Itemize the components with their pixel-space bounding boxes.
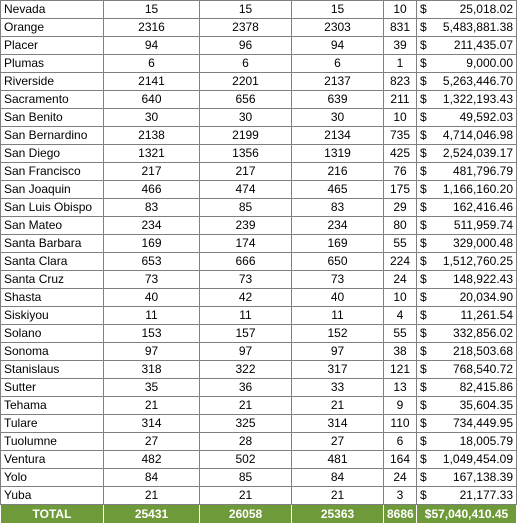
county-name-cell: Stanislaus xyxy=(1,361,104,379)
count-cell-4: 425 xyxy=(384,145,417,163)
count-cell-4: 39 xyxy=(384,37,417,55)
amount-cell xyxy=(417,91,517,109)
table-row xyxy=(1,433,517,451)
count-cell-1: 21 xyxy=(104,397,200,415)
count-cell-1: 11 xyxy=(104,307,200,325)
count-cell-4: 121 xyxy=(384,361,417,379)
amount-cell xyxy=(417,379,517,397)
count-cell-4: 80 xyxy=(384,217,417,235)
count-cell-3: 97 xyxy=(292,343,384,361)
count-cell-2: 2199 xyxy=(200,127,292,145)
count-cell-1: 94 xyxy=(104,37,200,55)
amount-cell xyxy=(417,433,517,451)
table-body xyxy=(1,1,517,524)
county-name-cell: Tuolumne xyxy=(1,433,104,451)
county-name-cell: San Bernardino xyxy=(1,127,104,145)
count-cell-1: 314 xyxy=(104,415,200,433)
count-cell-4: 24 xyxy=(384,469,417,487)
county-name-cell: Tulare xyxy=(1,415,104,433)
count-cell-1: 1321 xyxy=(104,145,200,163)
county-name-cell: Tehama xyxy=(1,397,104,415)
table-row xyxy=(1,307,517,325)
count-cell-4: 110 xyxy=(384,415,417,433)
table-row xyxy=(1,379,517,397)
dollar-sign: $ xyxy=(420,200,427,214)
count-cell-4: 831 xyxy=(384,19,417,37)
county-name-cell: San Benito xyxy=(1,109,104,127)
county-name-cell: Plumas xyxy=(1,55,104,73)
count-cell-4: 29 xyxy=(384,199,417,217)
table-row xyxy=(1,19,517,37)
amount-value: 1,049,454.09 xyxy=(442,452,513,466)
count-cell-2: 96 xyxy=(200,37,292,55)
count-cell-1: 169 xyxy=(104,235,200,253)
count-cell-4: 1 xyxy=(384,55,417,73)
count-cell-3: 465 xyxy=(292,181,384,199)
amount-cell xyxy=(417,19,517,37)
count-cell-4: 823 xyxy=(384,73,417,91)
count-cell-3: 639 xyxy=(292,91,384,109)
count-cell-1: 153 xyxy=(104,325,200,343)
amount-cell xyxy=(417,199,517,217)
county-name-cell: Siskiyou xyxy=(1,307,104,325)
count-cell-2: 6 xyxy=(200,55,292,73)
count-cell-3: 11 xyxy=(292,307,384,325)
amount-cell xyxy=(417,217,517,235)
table-row xyxy=(1,91,517,109)
count-cell-1: 15 xyxy=(104,1,200,19)
county-name-cell: Sacramento xyxy=(1,91,104,109)
total-count-1: 25431 xyxy=(104,505,200,524)
amount-cell xyxy=(417,343,517,361)
table-row xyxy=(1,289,517,307)
table-row xyxy=(1,397,517,415)
count-cell-3: 84 xyxy=(292,469,384,487)
count-cell-2: 157 xyxy=(200,325,292,343)
count-cell-4: 9 xyxy=(384,397,417,415)
amount-cell xyxy=(417,37,517,55)
county-name-cell: Solano xyxy=(1,325,104,343)
count-cell-4: 10 xyxy=(384,289,417,307)
amount-cell xyxy=(417,271,517,289)
dollar-sign: $ xyxy=(420,182,427,196)
dollar-sign: $ xyxy=(420,92,427,106)
count-cell-4: 224 xyxy=(384,253,417,271)
count-cell-4: 55 xyxy=(384,325,417,343)
amount-value: 5,263,446.70 xyxy=(442,74,513,88)
count-cell-3: 650 xyxy=(292,253,384,271)
amount-value: 218,503.68 xyxy=(452,344,513,358)
amount-cell xyxy=(417,469,517,487)
county-name-cell: Santa Barbara xyxy=(1,235,104,253)
count-cell-2: 502 xyxy=(200,451,292,469)
count-cell-3: 33 xyxy=(292,379,384,397)
count-cell-2: 42 xyxy=(200,289,292,307)
amount-cell xyxy=(417,1,517,19)
count-cell-1: 653 xyxy=(104,253,200,271)
count-cell-3: 317 xyxy=(292,361,384,379)
count-cell-1: 318 xyxy=(104,361,200,379)
county-name-cell: Sutter xyxy=(1,379,104,397)
table-row xyxy=(1,217,517,235)
count-cell-1: 217 xyxy=(104,163,200,181)
count-cell-3: 40 xyxy=(292,289,384,307)
count-cell-3: 83 xyxy=(292,199,384,217)
dollar-sign: $ xyxy=(420,470,427,484)
count-cell-3: 94 xyxy=(292,37,384,55)
table-row xyxy=(1,73,517,91)
count-cell-4: 175 xyxy=(384,181,417,199)
table-row xyxy=(1,469,517,487)
amount-cell xyxy=(417,415,517,433)
count-cell-2: 666 xyxy=(200,253,292,271)
county-name-cell: Yolo xyxy=(1,469,104,487)
count-cell-1: 21 xyxy=(104,487,200,505)
dollar-sign: $ xyxy=(420,254,427,268)
table-row xyxy=(1,235,517,253)
count-cell-1: 40 xyxy=(104,289,200,307)
table-row xyxy=(1,1,517,19)
county-name-cell: San Francisco xyxy=(1,163,104,181)
county-name-cell: San Joaquin xyxy=(1,181,104,199)
county-name-cell: Orange xyxy=(1,19,104,37)
amount-value: 332,856.02 xyxy=(452,326,513,340)
count-cell-2: 15 xyxy=(200,1,292,19)
dollar-sign: $ xyxy=(420,218,427,232)
amount-value: 18,005.79 xyxy=(459,434,513,448)
table-row xyxy=(1,343,517,361)
amount-value: 148,922.43 xyxy=(452,272,513,286)
dollar-sign: $ xyxy=(420,236,427,250)
count-cell-3: 30 xyxy=(292,109,384,127)
count-cell-2: 36 xyxy=(200,379,292,397)
dollar-sign: $ xyxy=(420,380,427,394)
table-row xyxy=(1,181,517,199)
count-cell-1: 2138 xyxy=(104,127,200,145)
total-label: TOTAL xyxy=(1,505,104,524)
dollar-sign: $ xyxy=(420,308,427,322)
count-cell-1: 35 xyxy=(104,379,200,397)
count-cell-4: 76 xyxy=(384,163,417,181)
table-row xyxy=(1,487,517,505)
dollar-sign: $ xyxy=(420,326,427,340)
amount-value: 11,261.54 xyxy=(460,308,513,322)
amount-cell xyxy=(417,109,517,127)
count-cell-2: 28 xyxy=(200,433,292,451)
total-count-4: 8686 xyxy=(384,505,417,524)
count-cell-4: 735 xyxy=(384,127,417,145)
amount-cell xyxy=(417,361,517,379)
table-row xyxy=(1,271,517,289)
count-cell-3: 169 xyxy=(292,235,384,253)
count-cell-2: 1356 xyxy=(200,145,292,163)
county-name-cell: San Mateo xyxy=(1,217,104,235)
count-cell-3: 2303 xyxy=(292,19,384,37)
amount-value: 1,512,760.25 xyxy=(442,254,513,268)
count-cell-3: 2134 xyxy=(292,127,384,145)
dollar-sign: $ xyxy=(420,38,427,52)
dollar-sign: $ xyxy=(420,434,427,448)
count-cell-2: 73 xyxy=(200,271,292,289)
count-cell-1: 84 xyxy=(104,469,200,487)
amount-value: 9,000.00 xyxy=(466,56,513,70)
count-cell-3: 15 xyxy=(292,1,384,19)
amount-cell xyxy=(417,127,517,145)
amount-value: 21,177.33 xyxy=(459,488,513,502)
count-cell-4: 13 xyxy=(384,379,417,397)
amount-value: 82,415.86 xyxy=(459,380,513,394)
amount-cell xyxy=(417,451,517,469)
amount-cell xyxy=(417,487,517,505)
count-cell-1: 466 xyxy=(104,181,200,199)
dollar-sign: $ xyxy=(420,74,427,88)
count-cell-3: 73 xyxy=(292,271,384,289)
amount-cell xyxy=(417,55,517,73)
count-cell-3: 1319 xyxy=(292,145,384,163)
amount-value: 5,483,881.38 xyxy=(442,20,513,34)
count-cell-2: 474 xyxy=(200,181,292,199)
count-cell-3: 21 xyxy=(292,487,384,505)
amount-value: 511,959.74 xyxy=(453,218,513,232)
count-cell-2: 97 xyxy=(200,343,292,361)
table-row xyxy=(1,109,517,127)
amount-value: 2,524,039.17 xyxy=(442,146,513,160)
amount-value: 1,166,160.20 xyxy=(442,182,513,196)
amount-value: 768,540.72 xyxy=(452,362,513,376)
dollar-sign: $ xyxy=(420,488,427,502)
dollar-sign: $ xyxy=(420,416,427,430)
amount-cell xyxy=(417,235,517,253)
total-count-2: 26058 xyxy=(200,505,292,524)
dollar-sign: $ xyxy=(420,452,427,466)
amount-value: 49,592.03 xyxy=(459,110,513,124)
amount-cell xyxy=(417,145,517,163)
count-cell-1: 482 xyxy=(104,451,200,469)
count-cell-4: 6 xyxy=(384,433,417,451)
count-cell-4: 164 xyxy=(384,451,417,469)
count-cell-1: 6 xyxy=(104,55,200,73)
county-name-cell: Nevada xyxy=(1,1,104,19)
table-row xyxy=(1,325,517,343)
county-name-cell: San Luis Obispo xyxy=(1,199,104,217)
county-name-cell: Shasta xyxy=(1,289,104,307)
table-row xyxy=(1,37,517,55)
count-cell-2: 217 xyxy=(200,163,292,181)
table-row xyxy=(1,163,517,181)
count-cell-4: 10 xyxy=(384,1,417,19)
amount-cell xyxy=(417,325,517,343)
dollar-sign: $ xyxy=(420,2,427,16)
count-cell-2: 2378 xyxy=(200,19,292,37)
county-name-cell: Placer xyxy=(1,37,104,55)
count-cell-3: 234 xyxy=(292,217,384,235)
amount-cell xyxy=(417,73,517,91)
count-cell-4: 10 xyxy=(384,109,417,127)
count-cell-3: 152 xyxy=(292,325,384,343)
amount-cell xyxy=(417,307,517,325)
amount-value: 211,435.07 xyxy=(453,38,513,52)
count-cell-3: 27 xyxy=(292,433,384,451)
count-cell-1: 234 xyxy=(104,217,200,235)
dollar-sign: $ xyxy=(420,128,427,142)
county-name-cell: Santa Clara xyxy=(1,253,104,271)
count-cell-2: 656 xyxy=(200,91,292,109)
count-cell-2: 21 xyxy=(200,397,292,415)
amount-value: 1,322,193.43 xyxy=(442,92,513,106)
count-cell-3: 2137 xyxy=(292,73,384,91)
dollar-sign: $ xyxy=(420,290,427,304)
table-row xyxy=(1,199,517,217)
count-cell-1: 30 xyxy=(104,109,200,127)
count-cell-1: 2316 xyxy=(104,19,200,37)
dollar-sign: $ xyxy=(420,146,427,160)
count-cell-4: 55 xyxy=(384,235,417,253)
dollar-sign: $ xyxy=(420,56,427,70)
count-cell-2: 11 xyxy=(200,307,292,325)
amount-value: 4,714,046.98 xyxy=(442,128,513,142)
amount-value: 35,604.35 xyxy=(459,398,513,412)
count-cell-2: 325 xyxy=(200,415,292,433)
table-row xyxy=(1,415,517,433)
amount-cell xyxy=(417,253,517,271)
amount-cell xyxy=(417,397,517,415)
count-cell-4: 24 xyxy=(384,271,417,289)
county-name-cell: Sonoma xyxy=(1,343,104,361)
count-cell-1: 97 xyxy=(104,343,200,361)
count-cell-1: 27 xyxy=(104,433,200,451)
count-cell-2: 322 xyxy=(200,361,292,379)
count-cell-3: 481 xyxy=(292,451,384,469)
amount-cell xyxy=(417,289,517,307)
dollar-sign: $ xyxy=(420,164,427,178)
table-row xyxy=(1,145,517,163)
amount-value: 734,449.95 xyxy=(452,416,513,430)
count-cell-1: 2141 xyxy=(104,73,200,91)
dollar-sign: $ xyxy=(420,110,427,124)
count-cell-2: 85 xyxy=(200,199,292,217)
count-cell-2: 30 xyxy=(200,109,292,127)
amount-value: 162,416.46 xyxy=(452,200,513,214)
count-cell-1: 640 xyxy=(104,91,200,109)
count-cell-1: 83 xyxy=(104,199,200,217)
amount-value: 329,000.48 xyxy=(452,236,513,250)
amount-cell xyxy=(417,163,517,181)
county-name-cell: Ventura xyxy=(1,451,104,469)
table-row xyxy=(1,253,517,271)
dollar-sign: $ xyxy=(420,20,427,34)
count-cell-4: 38 xyxy=(384,343,417,361)
count-cell-2: 21 xyxy=(200,487,292,505)
county-name-cell: San Diego xyxy=(1,145,104,163)
count-cell-3: 6 xyxy=(292,55,384,73)
count-cell-3: 21 xyxy=(292,397,384,415)
county-name-cell: Santa Cruz xyxy=(1,271,104,289)
count-cell-4: 4 xyxy=(384,307,417,325)
dollar-sign: $ xyxy=(420,272,427,286)
total-row xyxy=(1,505,517,524)
count-cell-4: 211 xyxy=(384,91,417,109)
count-cell-3: 314 xyxy=(292,415,384,433)
table-row xyxy=(1,361,517,379)
count-cell-1: 73 xyxy=(104,271,200,289)
table-row xyxy=(1,55,517,73)
amount-value: 167,138.39 xyxy=(452,470,513,484)
table-row xyxy=(1,451,517,469)
count-cell-2: 2201 xyxy=(200,73,292,91)
dollar-sign: $ xyxy=(420,398,427,412)
dollar-sign: $ xyxy=(420,362,427,376)
amount-value: 481,796.79 xyxy=(452,164,513,178)
count-cell-2: 174 xyxy=(200,235,292,253)
total-amount: $57,040,410.45 xyxy=(417,505,517,524)
county-name-cell: Yuba xyxy=(1,487,104,505)
count-cell-2: 239 xyxy=(200,217,292,235)
amount-value: 25,018.02 xyxy=(459,2,513,16)
dollar-sign: $ xyxy=(420,344,427,358)
amount-value: 20,034.90 xyxy=(459,290,513,304)
table-row xyxy=(1,127,517,145)
count-cell-3: 216 xyxy=(292,163,384,181)
amount-cell xyxy=(417,181,517,199)
count-cell-2: 85 xyxy=(200,469,292,487)
county-name-cell: Riverside xyxy=(1,73,104,91)
total-count-3: 25363 xyxy=(292,505,384,524)
count-cell-4: 3 xyxy=(384,487,417,505)
